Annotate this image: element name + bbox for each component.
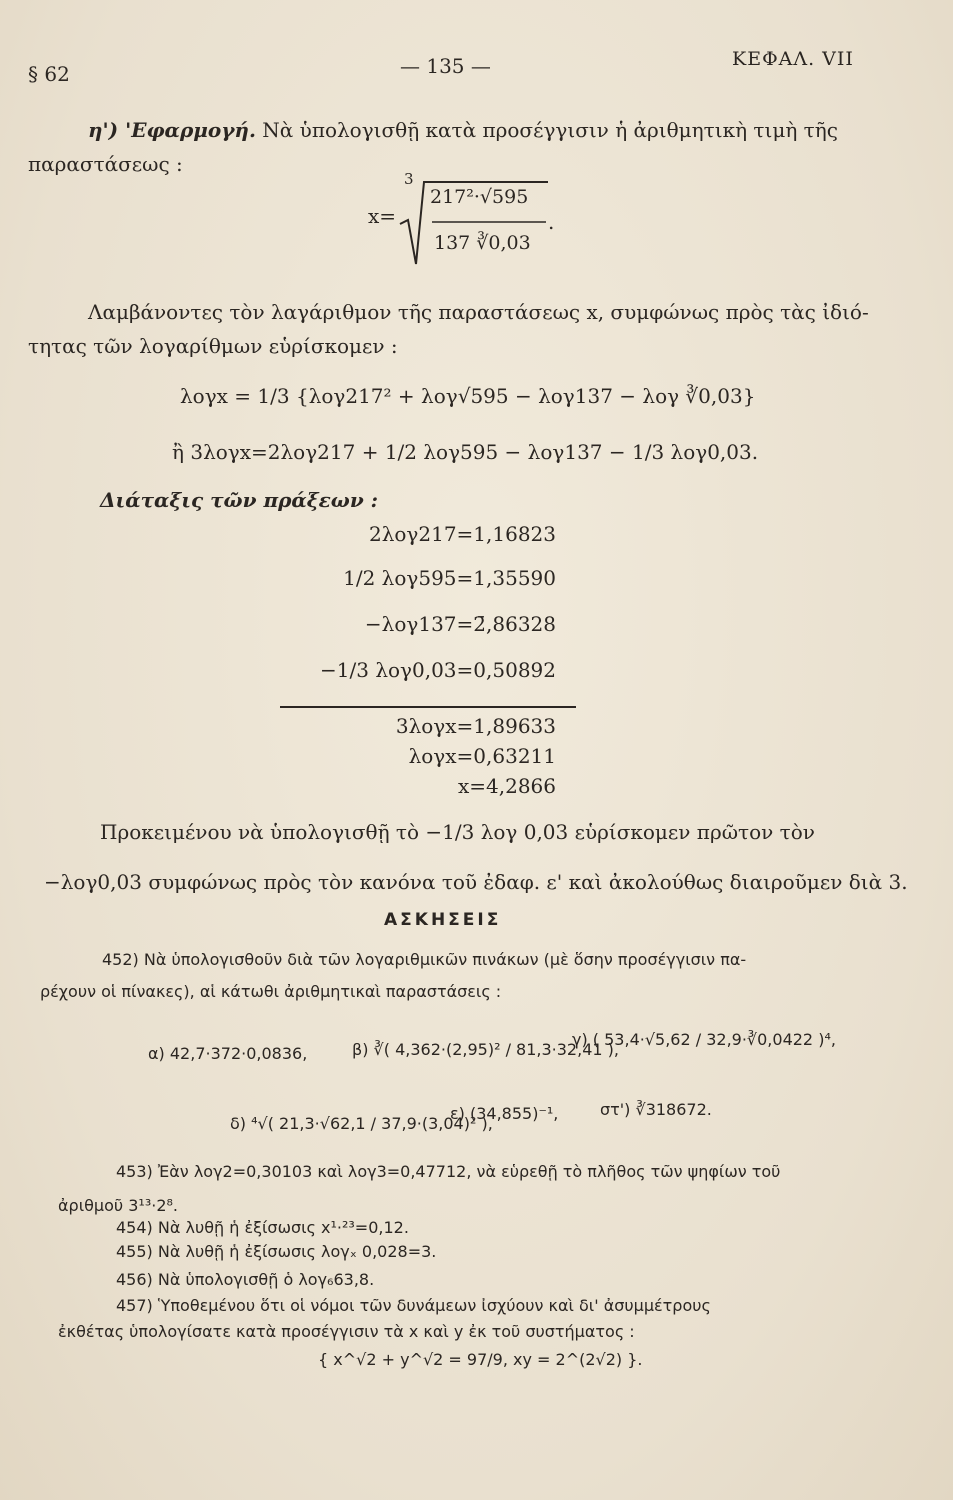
section-number: § 62	[28, 62, 70, 86]
exercise-454: 454) Νὰ λυθῇ ἡ ἐξίσωσις x¹·²³=0,12.	[116, 1218, 409, 1237]
formula-denominator: 137 ∛0,03	[434, 232, 531, 254]
note-line1: Προκειμένου νὰ ὑπολογισθῇ τὸ −1/3 λογ 0,03 εὑρίσκομεν πρῶτον τὸν	[100, 820, 815, 844]
exercise-452-st: στ') ∛318672.	[600, 1100, 712, 1119]
application-text-line2: παραστάσεως :	[28, 152, 183, 176]
exercise-453-line2: ἀριθμοῦ 3¹³·2⁸.	[58, 1196, 178, 1215]
formula-root-index: 3	[404, 170, 414, 188]
exercise-457-system: { x^√2 + y^√2 = 97/9, xy = 2^(2√2) }.	[318, 1350, 643, 1369]
exercise-452-line2: ρέχουν οἱ πίνακες), αἱ κάτωθι ἀριθμητικαὶ παραστάσεις :	[40, 982, 502, 1001]
formula-lhs: x=	[368, 204, 397, 228]
log-intro-line1: Λαμβάνοντες τὸν λαγάριθμον τῆς παραστάσεως x, συμφώνως πρὸς τὰς ἰδιό-	[88, 300, 869, 324]
exercise-457-line1: 457) Ὑποθεμένου ὅτι οἱ νόμοι τῶν δυνάμεων ἰσχύουν καὶ δι' ἀσυμμέτρους	[116, 1296, 711, 1315]
application-label	[88, 118, 838, 142]
calc-heading: Διάταξις τῶν πράξεων :	[100, 488, 379, 512]
log-intro-line2: τητας τῶν λογαρίθμων εὑρίσκομεν :	[28, 334, 398, 358]
note-line2: −λογ0,03 συμφώνως πρὸς τὸν κανόνα τοῦ ἐδαφ. ε' καὶ ἀκολούθως διαιροῦμεν διὰ 3.	[44, 870, 908, 894]
exercise-452-b: β) ∛( 4,362·(2,95)² / 81,3·32,41 ),	[352, 1040, 619, 1059]
exercise-452-a: α) 42,7·372·0,0836,	[148, 1044, 308, 1063]
page-number: — 135 —	[400, 54, 491, 78]
application-heading: η') 'Εφαρμογή.	[88, 118, 256, 142]
sum-rule	[280, 706, 576, 708]
calc-row: −λογ137=2̄,86328	[364, 612, 556, 636]
exercise-452-line1: 452) Νὰ ὑπολογισθοῦν διὰ τῶν λογαριθμικῶν πινάκων (μὲ ὅσην προσέγγισιν πα-	[102, 950, 747, 969]
calc-row: 1/2 λογ595=1,35590	[343, 566, 556, 590]
chapter-label: ΚΕΦΑΛ. VII	[732, 48, 854, 70]
calc-row: 2λογ217=1,16823	[368, 522, 556, 546]
calc-result: 3λογx=1,89633	[395, 714, 556, 738]
exercise-453-line1: 453) Ἐὰν λογ2=0,30103 καὶ λογ3=0,47712, νὰ εὑρεθῇ τὸ πλῆθος τῶν ψηφίων τοῦ	[116, 1162, 781, 1181]
formula-end: .	[548, 210, 555, 234]
exercises-heading: ΑΣΚΗΣΕΙΣ	[384, 910, 502, 930]
exercise-452-e: ε) (34,855)⁻¹,	[450, 1104, 559, 1123]
exercise-456: 456) Νὰ ὑπολογισθῇ ὁ λογ₆63,8.	[116, 1270, 375, 1289]
log-equation-1: λογx = 1/3 {λογ217² + λογ√595 − λογ137 − λογ ∛0,03}	[180, 384, 756, 408]
application-text-line1: Νὰ ὑπολογισθῇ κατὰ προσέγγισιν ἡ ἀριθμητικὴ τιμὴ τῆς	[262, 118, 838, 142]
exercise-452-c: γ) ( 53,4·√5,62 / 32,9·∛0,0422 )⁴,	[572, 1030, 836, 1049]
formula-numerator: 217²·√595	[430, 186, 529, 208]
calc-row: −1/3 λογ0,03=0,50892	[320, 658, 556, 682]
exercise-457-line2: ἐκθέτας ὑπολογίσατε κατὰ προσέγγισιν τὰ x καὶ y ἐκ τοῦ συστήματος :	[58, 1322, 635, 1341]
calc-result: λογx=0,63211	[408, 744, 556, 768]
exercise-452-d: δ) ⁴√( 21,3·√62,1 / 37,9·(3,04)² ),	[230, 1114, 493, 1133]
exercise-455: 455) Νὰ λυθῇ ἡ ἐξίσωσις λογₓ 0,028=3.	[116, 1242, 437, 1261]
log-equation-2: ἢ 3λογx=2λογ217 + 1/2 λογ595 − λογ137 − 1/3 λογ0,03.	[172, 440, 759, 464]
calc-result: x=4,2866	[457, 774, 556, 798]
